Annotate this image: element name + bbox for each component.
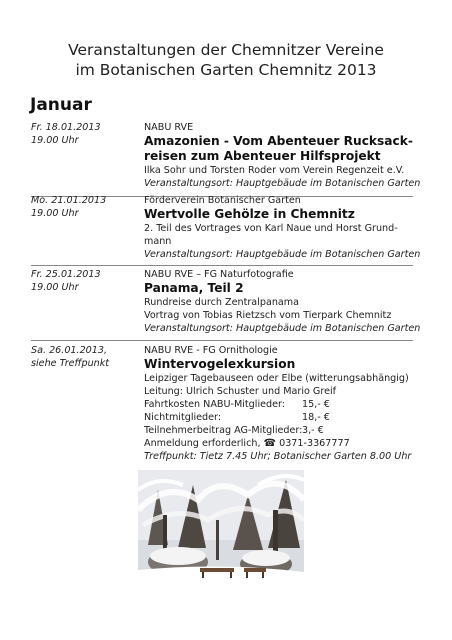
fee-label: Teilnehmerbeitrag AG-Mitglieder:: [144, 425, 303, 436]
fee-label: Fahrtkosten NABU-Mitglieder:: [144, 399, 286, 410]
event-date-day: Mo. 21.01.2013: [31, 195, 107, 206]
event-content: [144, 344, 424, 463]
fee-row: [144, 411, 424, 424]
event-description-cont: Vortrag von Tobias Rietzsch vom Tierpark Chemnitz: [144, 310, 392, 321]
event-date-day: Fr. 18.01.2013: [31, 122, 101, 133]
event-title: Wintervogelexkursion: [144, 357, 296, 371]
phone-number: 0371-3367777: [279, 438, 350, 449]
event-date: [31, 194, 136, 220]
event-location: Veranstaltungsort: Hauptgebäude im Botanischen Garten: [144, 178, 421, 189]
fee-value: 3,- €: [302, 425, 324, 436]
event-description: Ilka Sohr und Torsten Roder vom Verein Regenzeit e.V.: [144, 165, 405, 176]
event-leaders: Leitung: Ulrich Schuster und Mario Greif: [144, 386, 337, 397]
event-title: Wertvolle Gehölze in Chemnitz: [144, 207, 355, 221]
fee-row: [144, 424, 424, 437]
event-meeting-note: siehe Treffpunkt: [31, 358, 110, 369]
meeting-point: Treffpunkt: Tietz 7.45 Uhr; Botanischer Garten 8.00 Uhr: [144, 451, 412, 462]
fee-label: Nichtmitglieder:: [144, 412, 222, 423]
event-content: [144, 268, 424, 335]
divider: [31, 265, 413, 266]
event-date: [31, 121, 136, 147]
page-title: [0, 40, 452, 80]
event-title-cont: reisen zum Abenteuer Hilfsprojekt: [144, 149, 381, 163]
event-organizer: NABU RVE – FG Naturfotografie: [144, 269, 294, 280]
event-date: [31, 344, 136, 370]
event-title: Panama, Teil 2: [144, 281, 244, 295]
title-line-2: im Botanischen Garten Chemnitz 2013: [75, 61, 377, 79]
event-organizer: NABU RVE - FG Ornithologie: [144, 345, 278, 356]
event-description: 2. Teil des Vortrages von Karl Naue und Horst Grund-: [144, 223, 398, 234]
event-date-day: Fr. 25.01.2013: [31, 269, 101, 280]
event-time: 19.00 Uhr: [31, 282, 79, 293]
telephone-icon: ☎: [263, 438, 277, 449]
event-organizer: Förderverein Botanischer Garten: [144, 195, 301, 206]
event-content: [144, 194, 424, 261]
month-heading: Januar: [30, 95, 92, 115]
event-location: Veranstaltungsort: Hauptgebäude im Botanischen Garten: [144, 323, 421, 334]
event-title: Amazonien - Vom Abenteuer Rucksack-: [144, 134, 413, 148]
registration-text: Anmeldung erforderlich,: [144, 438, 261, 449]
snowy-park-photo: [138, 470, 304, 590]
event-description: Leipziger Tagebauseen oder Elbe (witterungsabhängig): [144, 373, 409, 384]
event-time: 19.00 Uhr: [31, 135, 79, 146]
divider: [31, 340, 413, 341]
event-organizer: NABU RVE: [144, 122, 194, 133]
event-time: 19.00 Uhr: [31, 208, 79, 219]
fee-value: 18,- €: [302, 412, 330, 423]
event-description-cont: mann: [144, 236, 172, 247]
event-description: Rundreise durch Zentralpanama: [144, 297, 300, 308]
registration-line: [144, 437, 424, 450]
event-date-day: Sa. 26.01.2013,: [31, 345, 108, 356]
event-date: [31, 268, 136, 294]
title-line-1: Veranstaltungen der Chemnitzer Vereine: [68, 41, 384, 59]
event-content: [144, 121, 424, 190]
event-location: Veranstaltungsort: Hauptgebäude im Botanischen Garten: [144, 249, 421, 260]
fee-row: [144, 398, 424, 411]
fee-value: 15,- €: [302, 399, 330, 410]
